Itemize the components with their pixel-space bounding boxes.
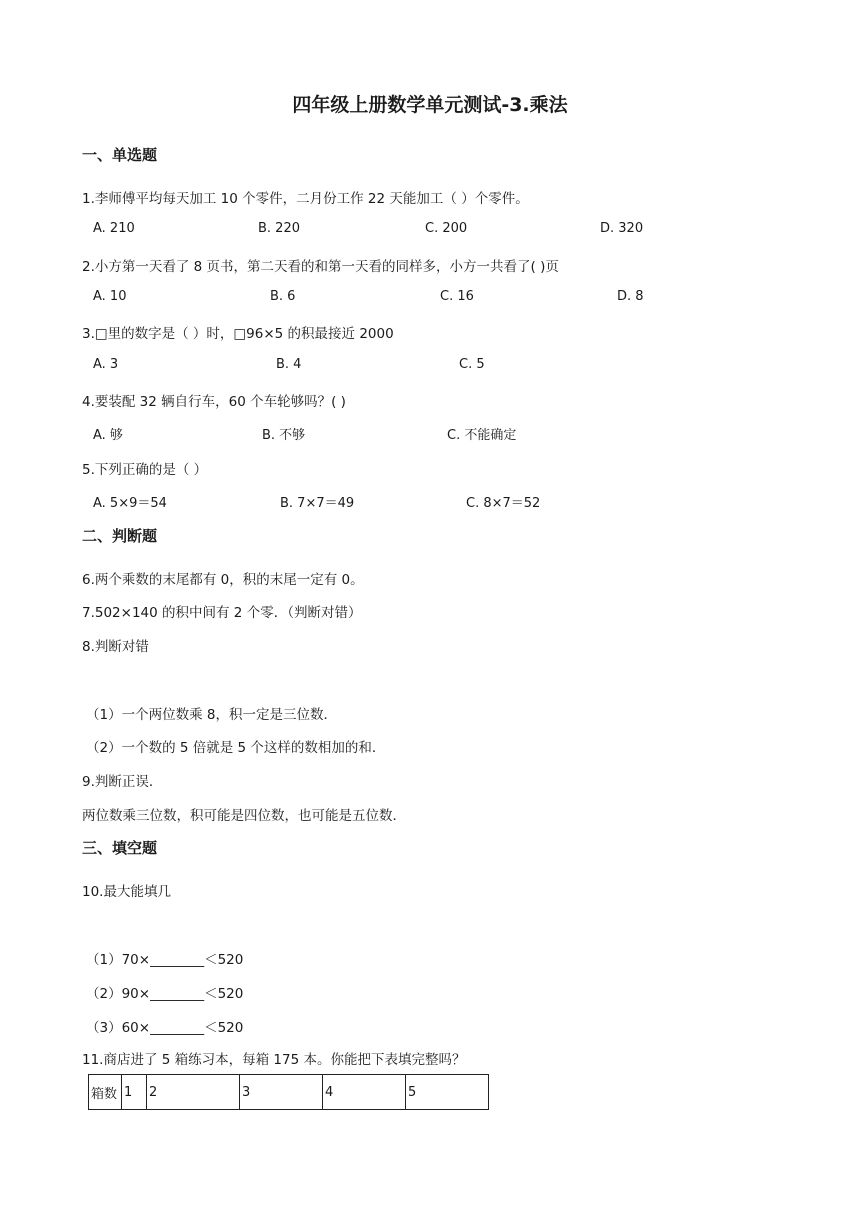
q2-option-b: B. 6 [270, 289, 296, 304]
q5-option-b: B. 7×7＝49 [280, 496, 355, 511]
q5-option-a: A. 5×9＝54 [93, 496, 167, 511]
q3-option-a: A. 3 [93, 357, 119, 372]
table-cell-header: 箱数 [89, 1075, 122, 1110]
q1-option-b: B. 220 [258, 221, 300, 236]
question-5-text: 5.下列正确的是（ ） [82, 462, 208, 478]
q10-sub-1: （1）70×________＜520 [86, 952, 244, 968]
section-heading-fill-in: 三、填空题 [82, 839, 158, 857]
q8-sub-1: （1）一个两位数乘 8，积一定是三位数． [86, 707, 337, 723]
q2-option-c: C. 16 [440, 289, 474, 304]
question-6-text: 6.两个乘数的末尾都有 0，积的末尾一定有 0。 [82, 572, 364, 588]
question-9-text: 9.判断正误． [82, 774, 163, 790]
q4-option-b: B. 不够 [262, 428, 306, 443]
q4-option-c: C. 不能确定 [447, 428, 517, 443]
question-7-text: 7.502×140 的积中间有 2 个零．（判断对错） [82, 605, 362, 621]
table-row [89, 1075, 489, 1110]
table-cell: 1 [122, 1075, 147, 1110]
box-count-table [88, 1074, 489, 1110]
q8-sub-2: （2）一个数的 5 倍就是 5 个这样的数相加的和． [86, 740, 386, 756]
section-heading-true-false: 二、判断题 [82, 527, 158, 545]
question-11-text: 11.商店进了 5 箱练习本，每箱 175 本。你能把下表填完整吗？ [82, 1052, 466, 1068]
table-cell: 4 [323, 1075, 406, 1110]
question-4-text: 4.要装配 32 辆自行车，60 个车轮够吗？( ) [82, 394, 346, 410]
q3-option-b: B. 4 [276, 357, 302, 372]
question-3-text: 3.□里的数字是（ ）时，□96×5 的积最接近 2000 [82, 326, 394, 342]
page-title: 四年级上册数学单元测试-3.乘法 [292, 94, 568, 116]
q4-option-a: A. 够 [93, 428, 123, 443]
q1-option-a: A. 210 [93, 221, 135, 236]
q3-option-c: C. 5 [459, 357, 485, 372]
q10-sub-2: （2）90×________＜520 [86, 986, 244, 1002]
table-cell: 5 [406, 1075, 489, 1110]
q1-option-d: D. 320 [600, 221, 644, 236]
question-10-text: 10.最大能填几 [82, 884, 171, 900]
question-8-text: 8.判断对错 [82, 639, 149, 655]
table-cell: 3 [240, 1075, 323, 1110]
section-heading-single-choice: 一、单选题 [82, 146, 158, 164]
q9-statement: 两位数乘三位数，积可能是四位数，也可能是五位数． [82, 808, 406, 824]
q2-option-d: D. 8 [617, 289, 644, 304]
question-2-text: 2.小方第一天看了 8 页书，第二天看的和第一天看的同样多，小方一共看了( )页 [82, 259, 559, 275]
table-cell: 2 [147, 1075, 240, 1110]
q2-option-a: A. 10 [93, 289, 127, 304]
q5-option-c: C. 8×7＝52 [466, 496, 541, 511]
q1-option-c: C. 200 [425, 221, 468, 236]
question-1-text: 1.李师傅平均每天加工 10 个零件，二月份工作 22 天能加工（ ）个零件。 [82, 191, 529, 207]
q10-sub-3: （3）60×________＜520 [86, 1020, 244, 1036]
